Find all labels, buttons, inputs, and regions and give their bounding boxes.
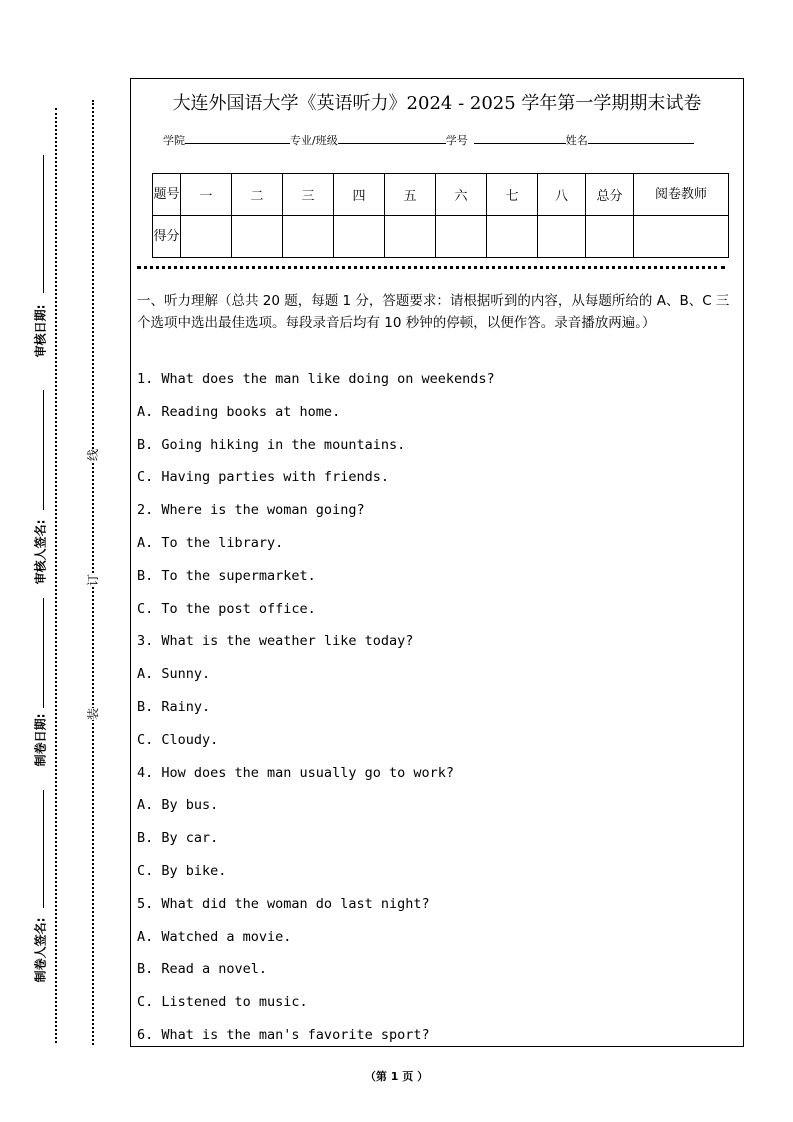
col-1: 一 [181, 174, 232, 216]
audit-date-label: 审核日期: [33, 304, 48, 358]
question-1-option-b: B. Going hiking in the mountains. [137, 436, 406, 453]
question-3-option-c: C. Cloudy. [137, 731, 219, 748]
student-id-label: 学号 [445, 134, 468, 147]
bind-char-bind: 装 [86, 707, 100, 721]
make-signature-label: 制卷人签名: [33, 917, 48, 983]
score-cell-total[interactable] [586, 216, 634, 258]
make-signature-blank[interactable] [43, 790, 44, 908]
audit-signature-label: 审核人签名: [33, 519, 48, 585]
question-2: 2. Where is the woman going? [137, 502, 365, 519]
exam-frame [130, 78, 744, 1047]
col-3: 三 [283, 174, 334, 216]
name-blank[interactable] [588, 132, 694, 144]
col-total: 总分 [586, 174, 634, 216]
make-date-label: 制卷日期: [33, 713, 48, 767]
section-1-instructions: 一、听力理解（总共 20 题，每题 1 分，答题要求：请根据听到的内容，从每题所给的 A、B、C 三个选项中选出最佳选项。每段录音后均有 10 秒钟的停顿，以便作答。录音播放两遍。） [137, 293, 730, 331]
college-blank[interactable] [185, 132, 290, 144]
exam-title: 大连外国语大学《英语听力》2024 - 2025 学年第一学期期末试卷 [172, 93, 702, 114]
bind-char-staple: 订 [86, 573, 100, 587]
audit-date-blank[interactable] [43, 155, 44, 293]
question-4: 4. How does the man usually go to work? [137, 764, 454, 781]
question-1-option-a: A. Reading books at home. [137, 403, 341, 420]
question-1-option-c: C. Having parties with friends. [137, 469, 389, 486]
binding-dotted-line-inner [92, 100, 94, 1045]
student-info-row [163, 132, 694, 148]
page-number: （第 1 页 ） [364, 1070, 429, 1083]
college-label: 学院 [163, 134, 185, 147]
question-5-option-b: B. Read a novel. [137, 961, 268, 978]
question-3-option-b: B. Rainy. [137, 698, 211, 715]
question-5-option-c: C. Listened to music. [137, 994, 308, 1011]
question-2-option-a: A. To the library. [137, 534, 284, 551]
binding-dotted-line-outer [55, 108, 57, 1043]
question-6: 6. What is the man's favorite sport? [137, 1026, 430, 1043]
question-3: 3. What is the weather like today? [137, 633, 414, 650]
score-cell-8[interactable] [538, 216, 586, 258]
audit-signature-blank[interactable] [43, 390, 44, 510]
question-4-option-a: A. By bus. [137, 797, 219, 814]
score-cell-7[interactable] [487, 216, 538, 258]
score-table-header-row [153, 174, 729, 216]
col-5: 五 [385, 174, 436, 216]
score-cell-3[interactable] [283, 216, 334, 258]
score-table [152, 173, 729, 258]
question-4-option-c: C. By bike. [137, 862, 227, 879]
question-4-option-b: B. By car. [137, 830, 219, 847]
score-cell-5[interactable] [385, 216, 436, 258]
question-2-option-c: C. To the post office. [137, 600, 316, 617]
col-4: 四 [334, 174, 385, 216]
score-cell-2[interactable] [232, 216, 283, 258]
score-label: 得分 [153, 216, 181, 258]
major-class-label: 专业/班级 [290, 134, 338, 147]
col-7: 七 [487, 174, 538, 216]
question-5: 5. What did the woman do last night? [137, 895, 430, 912]
student-id-blank[interactable] [474, 132, 566, 144]
score-cell-6[interactable] [436, 216, 487, 258]
make-date-blank[interactable] [43, 598, 44, 708]
question-3-option-a: A. Sunny. [137, 666, 211, 683]
col-6: 六 [436, 174, 487, 216]
bind-char-line: 线 [86, 448, 100, 462]
col-8: 八 [538, 174, 586, 216]
col-grader: 阅卷教师 [634, 174, 729, 216]
score-cell-grader[interactable] [634, 216, 729, 258]
dotted-separator [137, 266, 725, 269]
major-class-blank[interactable] [338, 132, 446, 144]
name-label: 姓名 [565, 134, 588, 147]
question-number-label: 题号 [153, 174, 181, 216]
question-5-option-a: A. Watched a movie. [137, 928, 292, 945]
score-cell-1[interactable] [181, 216, 232, 258]
question-list [137, 371, 495, 1060]
score-table-score-row [153, 216, 729, 258]
question-1: 1. What does the man like doing on weekends? [137, 371, 495, 387]
score-cell-4[interactable] [334, 216, 385, 258]
col-2: 二 [232, 174, 283, 216]
question-2-option-b: B. To the supermarket. [137, 567, 316, 584]
